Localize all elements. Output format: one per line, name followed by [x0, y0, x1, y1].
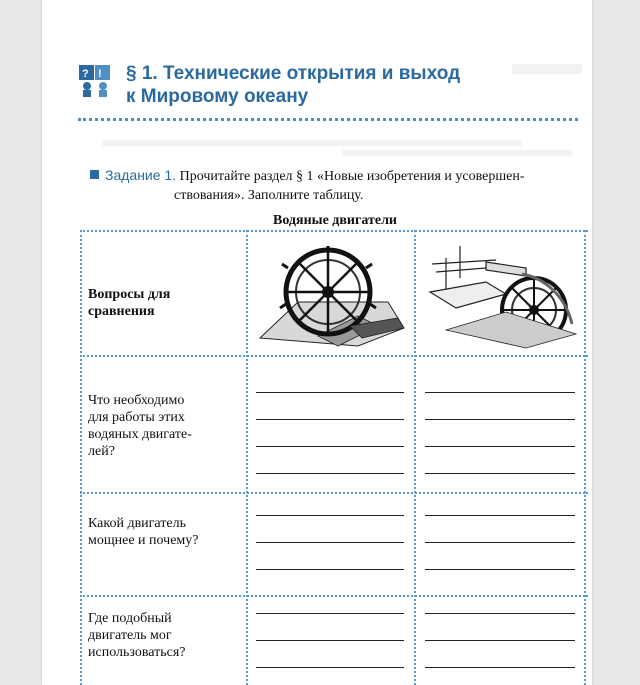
- task-label: Задание 1.: [105, 167, 177, 183]
- row-question-1: Что необходимо для работы этих водяных двигате-лей?: [88, 393, 192, 459]
- square-bullet-icon: [90, 170, 99, 179]
- answer-line[interactable]: [256, 446, 404, 447]
- section-title-line2: к Мировому океану: [126, 86, 309, 107]
- answer-line[interactable]: [425, 473, 575, 474]
- svg-text:?: ?: [82, 68, 89, 80]
- comparison-table: [80, 230, 588, 685]
- answer-line[interactable]: [425, 446, 575, 447]
- answer-line[interactable]: [256, 667, 404, 668]
- answer-line[interactable]: [256, 613, 404, 614]
- water-wheel-illustration-1: [258, 242, 406, 348]
- task-block: [90, 166, 570, 205]
- textbook-page: [42, 0, 592, 685]
- svg-text:!: !: [98, 68, 102, 80]
- table-border: [246, 230, 248, 685]
- answer-line[interactable]: [425, 569, 575, 570]
- task-text-line2: ствования». Заполните таблицу.: [174, 188, 364, 203]
- answer-line[interactable]: [425, 542, 575, 543]
- table-border: [80, 230, 588, 232]
- answer-line[interactable]: [425, 613, 575, 614]
- answer-line[interactable]: [256, 569, 404, 570]
- answer-line[interactable]: [425, 667, 575, 668]
- section-heading: [78, 62, 578, 108]
- section-title-line1: § 1. Технические открытия и выход: [126, 63, 461, 84]
- answer-line[interactable]: [256, 392, 404, 393]
- puzzle-figures-icon: [78, 64, 112, 98]
- answer-line[interactable]: [256, 515, 404, 516]
- row-question-2: Какой двигатель мощнее и почему?: [88, 516, 199, 548]
- table-border: [414, 230, 416, 685]
- answer-line[interactable]: [425, 392, 575, 393]
- answer-line[interactable]: [425, 515, 575, 516]
- table-border: [80, 492, 588, 494]
- task-text-line1: Прочитайте раздел § 1 «Новые изобретения и усовершен-: [179, 169, 525, 184]
- table-border: [80, 230, 82, 685]
- dotted-divider: [78, 118, 578, 121]
- answer-line[interactable]: [256, 419, 404, 420]
- bleed-through: [102, 140, 522, 146]
- answer-line[interactable]: [425, 419, 575, 420]
- table-border: [584, 230, 586, 685]
- answer-line[interactable]: [256, 542, 404, 543]
- table-border: [80, 595, 588, 597]
- answer-line[interactable]: [425, 640, 575, 641]
- answer-line[interactable]: [256, 473, 404, 474]
- water-wheel-illustration-2: [426, 238, 580, 350]
- header-question: Вопросы для сравнения: [88, 287, 171, 319]
- row-question-3: Где подобный двигатель мог использоваться?: [88, 611, 186, 660]
- answer-line[interactable]: [256, 640, 404, 641]
- table-border: [80, 355, 588, 357]
- bleed-through: [342, 150, 572, 156]
- table-title: Водяные двигатели: [272, 213, 398, 228]
